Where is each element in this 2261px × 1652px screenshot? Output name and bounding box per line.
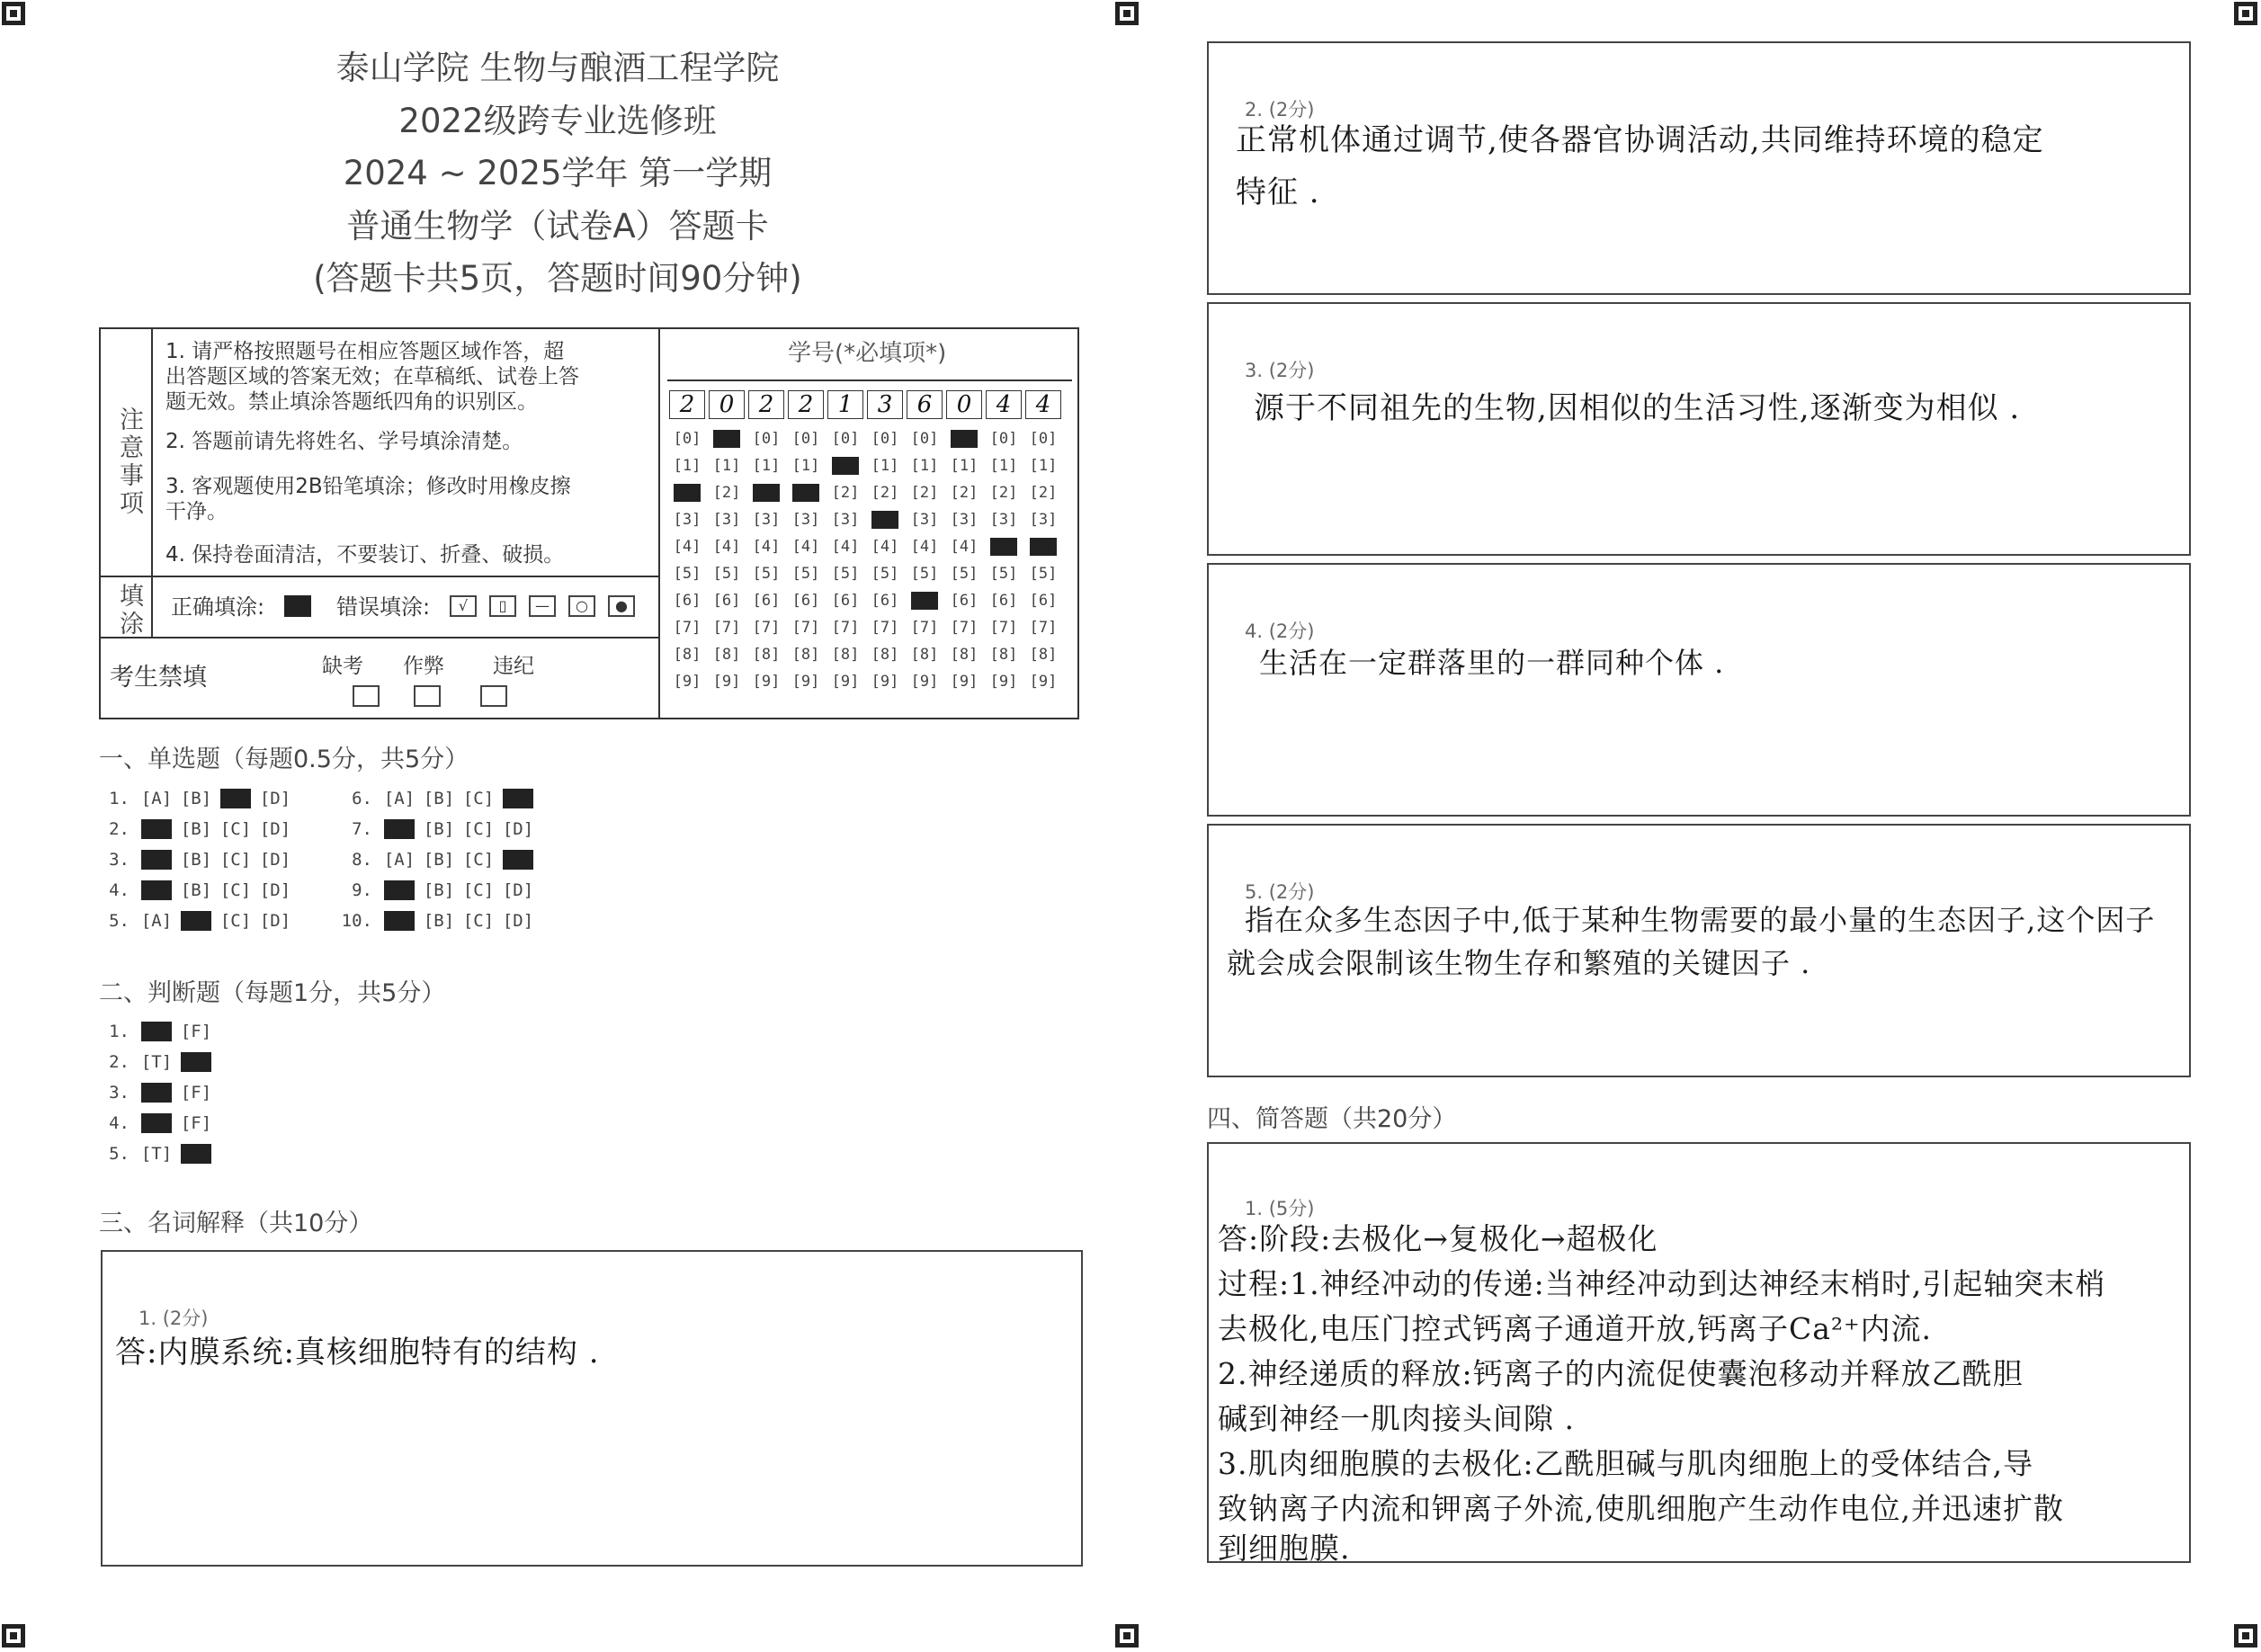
- student-id-bubble[interactable]: [8]: [673, 646, 702, 664]
- question-number: 5.: [109, 1144, 130, 1164]
- student-id-bubble[interactable]: [6]: [673, 592, 702, 610]
- question-number: 3.: [109, 1083, 130, 1103]
- student-id-bubble[interactable]: [8]: [831, 646, 860, 664]
- answer-bubble[interactable]: [T]: [140, 1144, 173, 1164]
- student-id-bubble[interactable]: [0]: [871, 430, 899, 448]
- student-id-bubble[interactable]: [7]: [752, 619, 781, 637]
- student-id-title: 学号(*必填项*): [788, 340, 947, 367]
- answer-bubble[interactable]: [A]: [140, 819, 173, 839]
- student-id-bubble[interactable]: [4]: [950, 538, 979, 556]
- section4-q1-answer-line7: 致钠离子内流和钾离子外流,使肌细胞产生动作电位,并迅速扩散: [1218, 1491, 2064, 1526]
- student-id-bubble[interactable]: [1]: [1029, 457, 1058, 475]
- section4-q1-answer-line1: 答:阶段:去极化→复极化→超极化: [1218, 1221, 1658, 1256]
- answer-bubble[interactable]: [B]: [180, 911, 212, 931]
- answer-bubble[interactable]: [F]: [180, 1144, 212, 1164]
- header-exam-title: 普通生物学（试卷A）答题卡: [346, 207, 769, 246]
- question-number: 9.: [352, 880, 372, 900]
- answer-bubble[interactable]: [T]: [140, 1083, 173, 1103]
- section2-question-row: [94, 1083, 216, 1103]
- student-id-bubble[interactable]: [5]: [831, 565, 860, 583]
- answer-bubble[interactable]: [F]: [180, 1113, 212, 1133]
- student-id-bubble[interactable]: [2]: [910, 484, 939, 502]
- student-id-digit-3: 2: [748, 390, 784, 419]
- student-id-bubble[interactable]: [1]: [673, 457, 702, 475]
- student-id-bubble[interactable]: [4]: [673, 538, 702, 556]
- student-id-digit-9: 4: [986, 390, 1022, 419]
- registration-mark-bottom-right: [2234, 1624, 2257, 1648]
- answer-bubble[interactable]: [C]: [219, 819, 252, 839]
- header-school: 泰山学院 生物与酿酒工程学院: [335, 49, 780, 87]
- student-id-bubble[interactable]: [5]: [989, 565, 1018, 583]
- section3-q2-answer-line2: 特征 .: [1236, 174, 1320, 210]
- student-id-bubble[interactable]: [4]: [871, 538, 899, 556]
- question-number: 2.: [109, 1052, 130, 1072]
- student-id-bubble[interactable]: [1]: [712, 457, 741, 475]
- question-number: 10.: [341, 911, 372, 931]
- answer-bubble[interactable]: [D]: [259, 911, 291, 931]
- answer-bubble[interactable]: [C]: [219, 880, 252, 900]
- student-id-bubble[interactable]: [0]: [752, 430, 781, 448]
- student-id-bubble[interactable]: [7]: [871, 619, 899, 637]
- section1-question-row: [94, 911, 295, 931]
- answer-bubble[interactable]: [A]: [140, 880, 173, 900]
- student-id-bubble[interactable]: [7]: [673, 619, 702, 637]
- student-id-bubble[interactable]: [5]: [871, 565, 899, 583]
- student-id-bubble[interactable]: [9]: [950, 673, 979, 691]
- student-id-bubble[interactable]: [9]: [673, 673, 702, 691]
- student-id-bubble[interactable]: [9]: [752, 673, 781, 691]
- question-number: 2.: [109, 819, 130, 839]
- section2-question-row: [94, 1022, 216, 1041]
- section4-q1-box[interactable]: [1207, 1142, 2191, 1566]
- section1-question-row: [336, 789, 538, 808]
- section3-q1-label: 1. (2分): [139, 1308, 209, 1329]
- student-id-bubble[interactable]: [0]: [712, 430, 741, 448]
- section2-question-row: [94, 1144, 216, 1164]
- question-number: 4.: [109, 880, 130, 900]
- student-id-bubble[interactable]: [4]: [752, 538, 781, 556]
- student-id-bubble[interactable]: [6]: [871, 592, 899, 610]
- student-id-bubble[interactable]: [0]: [989, 430, 1018, 448]
- answer-bubble[interactable]: [D]: [502, 880, 534, 900]
- section1-question-row: [94, 819, 295, 839]
- student-id-bubble[interactable]: [9]: [791, 673, 820, 691]
- student-id-bubble[interactable]: [4]: [1029, 538, 1058, 556]
- section2-question-row: [94, 1052, 216, 1072]
- student-id-bubble[interactable]: [6]: [1029, 592, 1058, 610]
- student-id-bubble[interactable]: [9]: [910, 673, 939, 691]
- answer-bubble[interactable]: [C]: [462, 911, 495, 931]
- student-id-bubble[interactable]: [5]: [712, 565, 741, 583]
- student-id-bubble[interactable]: [5]: [910, 565, 939, 583]
- student-id-bubble[interactable]: [8]: [1029, 646, 1058, 664]
- answer-bubble[interactable]: [A]: [383, 819, 416, 839]
- section1-question-row: [336, 850, 538, 870]
- student-id-bubble[interactable]: [6]: [831, 592, 860, 610]
- section3-q4-answer: 生活在一定群落里的一群同种个体 .: [1259, 646, 1725, 680]
- section4-q1-answer-line6: 3.肌肉细胞膜的去极化:乙酰胆碱与肌肉细胞上的受体结合,导: [1218, 1446, 2034, 1481]
- student-id-bubble[interactable]: [8]: [791, 646, 820, 664]
- cheat-checkbox[interactable]: [414, 685, 441, 707]
- student-id-bubble[interactable]: [5]: [950, 565, 979, 583]
- answer-bubble[interactable]: [T]: [140, 1052, 173, 1072]
- student-id-bubble[interactable]: [9]: [831, 673, 860, 691]
- section3-q5-label: 5. (2分): [1245, 881, 1315, 903]
- header-exam-info: (答题卡共5页，答题时间90分钟): [313, 259, 802, 298]
- student-id-bubble[interactable]: [5]: [791, 565, 820, 583]
- student-id-bubble[interactable]: [9]: [871, 673, 899, 691]
- section1-question-row: [336, 911, 538, 931]
- student-id-bubble[interactable]: [3]: [910, 511, 939, 529]
- student-id-bubble[interactable]: [2]: [871, 484, 899, 502]
- section1-question-row: [94, 880, 295, 900]
- student-id-digit-7: 6: [907, 390, 943, 419]
- student-id-bubble[interactable]: [2]: [712, 484, 741, 502]
- notice-rule-1c: 题无效。禁止填涂答题纸四角的识别区。: [165, 390, 538, 414]
- section2-question-row: [94, 1113, 216, 1133]
- student-id-bubble[interactable]: [2]: [1029, 484, 1058, 502]
- section4-q1-answer-line4: 2.神经递质的释放:钙离子的内流促使囊泡移动并释放乙酰胆: [1218, 1356, 2024, 1391]
- notice-box: [99, 327, 1079, 719]
- answer-bubble[interactable]: [C]: [462, 880, 495, 900]
- student-id-bubble[interactable]: [3]: [950, 511, 979, 529]
- wrong-fill-dash: —: [529, 595, 556, 617]
- answer-bubble[interactable]: [B]: [180, 789, 212, 808]
- student-id-bubble[interactable]: [3]: [1029, 511, 1058, 529]
- violation-label: 违纪: [493, 655, 534, 678]
- student-id-bubble[interactable]: [1]: [791, 457, 820, 475]
- student-id-bubble[interactable]: [5]: [673, 565, 702, 583]
- answer-bubble[interactable]: [A]: [140, 850, 173, 870]
- student-id-bubble[interactable]: [6]: [752, 592, 781, 610]
- answer-bubble[interactable]: [C]: [462, 819, 495, 839]
- answer-bubble[interactable]: [B]: [423, 850, 455, 870]
- student-id-bubble[interactable]: [8]: [712, 646, 741, 664]
- section1-question-row: [94, 850, 295, 870]
- student-id-bubble[interactable]: [2]: [752, 484, 781, 502]
- notice-rule-3a: 3. 客观题使用2B铅笔填涂；修改时用橡皮擦: [165, 475, 571, 498]
- violation-checkbox[interactable]: [480, 685, 507, 707]
- answer-bubble[interactable]: [F]: [180, 1052, 212, 1072]
- student-id-bubble[interactable]: [6]: [950, 592, 979, 610]
- correct-fill-label: 正确填涂:: [171, 594, 265, 620]
- answer-bubble[interactable]: [C]: [219, 789, 252, 808]
- student-id-bubble[interactable]: [5]: [752, 565, 781, 583]
- section3-q3-answer: 源于不同祖先的生物,因相似的生活习性,逐渐变为相似 .: [1254, 390, 2021, 426]
- answer-bubble[interactable]: [B]: [180, 819, 212, 839]
- student-id-bubble[interactable]: [1]: [910, 457, 939, 475]
- answer-bubble[interactable]: [B]: [180, 850, 212, 870]
- student-id-bubble[interactable]: [3]: [752, 511, 781, 529]
- question-number: 8.: [352, 850, 372, 870]
- student-id-bubble[interactable]: [3]: [791, 511, 820, 529]
- student-id-bubble[interactable]: [7]: [989, 619, 1018, 637]
- student-id-bubble[interactable]: [1]: [950, 457, 979, 475]
- answer-bubble[interactable]: [B]: [423, 789, 455, 808]
- section3-q3-label: 3. (2分): [1245, 360, 1315, 381]
- section3-q2-label: 2. (2分): [1245, 99, 1315, 121]
- correct-fill-sample: [284, 595, 311, 617]
- answer-bubble[interactable]: [A]: [140, 911, 173, 931]
- forbidden-label: 考生禁填: [110, 664, 207, 692]
- student-id-bubble[interactable]: [3]: [871, 511, 899, 529]
- student-id-bubble[interactable]: [0]: [950, 430, 979, 448]
- section1-title: 一、单选题（每题0.5分，共5分）: [99, 746, 469, 773]
- answer-bubble[interactable]: [D]: [502, 850, 534, 870]
- wrong-fill-circle: ○: [568, 595, 595, 617]
- question-number: 1.: [109, 1022, 130, 1041]
- student-id-bubble[interactable]: [3]: [989, 511, 1018, 529]
- answer-bubble[interactable]: [D]: [259, 789, 291, 808]
- student-id-digit-2: 0: [709, 390, 745, 419]
- student-id-bubble[interactable]: [9]: [989, 673, 1018, 691]
- section4-q1-answer-line5: 碱到神经一肌肉接头间隙 .: [1218, 1401, 1575, 1436]
- question-number: 6.: [352, 789, 372, 808]
- student-id-bubble[interactable]: [4]: [712, 538, 741, 556]
- student-id-bubble[interactable]: [2]: [673, 484, 702, 502]
- wrong-fill-partial: ▯: [489, 595, 516, 617]
- student-id-bubble[interactable]: [3]: [712, 511, 741, 529]
- student-id-bubble[interactable]: [0]: [831, 430, 860, 448]
- student-id-bubble[interactable]: [1]: [831, 457, 860, 475]
- section1-question-row: [94, 789, 295, 808]
- student-id-bubble[interactable]: [8]: [910, 646, 939, 664]
- answer-bubble[interactable]: [D]: [502, 789, 534, 808]
- wrong-fill-check: √: [450, 595, 477, 617]
- answer-bubble[interactable]: [C]: [462, 850, 495, 870]
- answer-bubble[interactable]: [F]: [180, 1022, 212, 1041]
- fill-label: 填涂: [115, 583, 143, 638]
- student-id-bubble[interactable]: [9]: [712, 673, 741, 691]
- student-id-bubble[interactable]: [7]: [712, 619, 741, 637]
- section4-q1-label: 1. (5分): [1245, 1198, 1315, 1219]
- student-id-bubble[interactable]: [2]: [989, 484, 1018, 502]
- student-id-bubble[interactable]: [4]: [989, 538, 1018, 556]
- registration-mark-bottom-left: [2, 1624, 25, 1648]
- student-id-bubble[interactable]: [7]: [831, 619, 860, 637]
- student-id-bubble[interactable]: [4]: [831, 538, 860, 556]
- student-id-bubble[interactable]: [6]: [910, 592, 939, 610]
- student-id-bubble[interactable]: [0]: [910, 430, 939, 448]
- answer-bubble[interactable]: [A]: [383, 880, 416, 900]
- answer-bubble[interactable]: [D]: [259, 880, 291, 900]
- registration-mark-bottom-center: [1115, 1624, 1139, 1648]
- wrong-fill-dot: ●: [608, 595, 635, 617]
- question-number: 1.: [109, 789, 130, 808]
- notice-rule-1a: 1. 请严格按照题号在相应答题区域作答，超: [165, 340, 565, 363]
- student-id-bubble[interactable]: [2]: [791, 484, 820, 502]
- student-id-bubble[interactable]: [7]: [910, 619, 939, 637]
- answer-bubble[interactable]: [A]: [383, 911, 416, 931]
- section3-q5-answer-line1: 指在众多生态因子中,低于某种生物需要的最小量的生态因子,这个因子: [1245, 903, 2156, 937]
- student-id-bubble[interactable]: [2]: [950, 484, 979, 502]
- answer-bubble[interactable]: [D]: [259, 819, 291, 839]
- answer-bubble[interactable]: [B]: [423, 911, 455, 931]
- answer-bubble[interactable]: [A]: [383, 789, 416, 808]
- answer-bubble[interactable]: [A]: [140, 789, 173, 808]
- student-id-bubble[interactable]: [3]: [673, 511, 702, 529]
- student-id-bubble[interactable]: [0]: [1029, 430, 1058, 448]
- absent-checkbox[interactable]: [353, 685, 380, 707]
- question-number: 5.: [109, 911, 130, 931]
- student-id-digit-8: 0: [946, 390, 982, 419]
- student-id-digit-10: 4: [1025, 390, 1061, 419]
- student-id-digit-5: 1: [827, 390, 863, 419]
- section4-q1-answer-line2: 过程:1.神经冲动的传递:当神经冲动到达神经末梢时,引起轴突末梢: [1218, 1266, 2106, 1301]
- absent-label: 缺考: [322, 655, 363, 678]
- student-id-bubble[interactable]: [0]: [673, 430, 702, 448]
- student-id-bubble[interactable]: [7]: [1029, 619, 1058, 637]
- section3-q5-box[interactable]: [1207, 824, 2191, 1077]
- section3-q2-answer-line1: 正常机体通过调节,使各器官协调活动,共同维持环境的稳定: [1236, 122, 2044, 158]
- section3-title: 三、名词解释（共10分）: [99, 1210, 373, 1237]
- notice-label: 注意事项: [115, 406, 143, 518]
- registration-mark-top-left: [2, 2, 25, 25]
- student-id-bubble[interactable]: [3]: [831, 511, 860, 529]
- student-id-bubble[interactable]: [5]: [1029, 565, 1058, 583]
- answer-bubble[interactable]: [A]: [383, 850, 416, 870]
- answer-bubble[interactable]: [B]: [180, 880, 212, 900]
- notice-rule-4: 4. 保持卷面清洁，不要装订、折叠、破损。: [165, 543, 565, 567]
- student-id-bubble[interactable]: [1]: [871, 457, 899, 475]
- registration-mark-top-right: [2234, 2, 2257, 25]
- student-id-bubble[interactable]: [6]: [791, 592, 820, 610]
- question-number: 3.: [109, 850, 130, 870]
- student-id-bubble[interactable]: [8]: [989, 646, 1018, 664]
- answer-bubble[interactable]: [D]: [259, 850, 291, 870]
- section1-question-row: [336, 880, 538, 900]
- section3-q4-box[interactable]: [1207, 563, 2191, 817]
- cheat-label: 作弊: [403, 655, 444, 678]
- section3-q3-box[interactable]: [1207, 302, 2191, 556]
- notice-rule-1b: 出答题区域的答案无效；在草稿纸、试卷上答: [165, 365, 579, 388]
- section4-q1-answer-line3: 去极化,电压门控式钙离子通道开放,钙离子Ca²⁺内流.: [1218, 1311, 1933, 1346]
- answer-bubble[interactable]: [C]: [219, 911, 252, 931]
- answer-bubble[interactable]: [B]: [423, 880, 455, 900]
- answer-bubble[interactable]: [C]: [462, 789, 495, 808]
- student-id-bubble[interactable]: [6]: [712, 592, 741, 610]
- notice-rule-2: 2. 答题前请先将姓名、学号填涂清楚。: [165, 430, 523, 453]
- section1-question-row: [336, 819, 538, 839]
- student-id-digit-1: 2: [669, 390, 705, 419]
- student-id-bubble[interactable]: [4]: [791, 538, 820, 556]
- registration-mark-top-center: [1115, 2, 1139, 25]
- section3-q1-answer: 答:内膜系统:真核细胞特有的结构 .: [115, 1335, 600, 1371]
- answer-bubble[interactable]: [F]: [180, 1083, 212, 1103]
- answer-bubble[interactable]: [C]: [219, 850, 252, 870]
- section3-q5-answer-line2: 就会成会限制该生物生存和繁殖的关键因子 .: [1227, 946, 1811, 980]
- answer-bubble[interactable]: [D]: [502, 819, 534, 839]
- answer-bubble[interactable]: [T]: [140, 1113, 173, 1133]
- student-id-bubble[interactable]: [1]: [752, 457, 781, 475]
- answer-bubble[interactable]: [D]: [502, 911, 534, 931]
- section4-q1-answer-line8: 到细胞膜.: [1218, 1531, 1351, 1566]
- student-id-bubble[interactable]: [7]: [791, 619, 820, 637]
- section2-title: 二、判断题（每题1分，共5分）: [99, 979, 446, 1007]
- student-id-bubble[interactable]: [8]: [752, 646, 781, 664]
- section3-q2-box[interactable]: [1207, 41, 2191, 295]
- student-id-bubble[interactable]: [7]: [950, 619, 979, 637]
- student-id-digit-4: 2: [788, 390, 824, 419]
- header-term: 2024 ~ 2025学年 第一学期: [343, 154, 773, 192]
- student-id-bubble[interactable]: [9]: [1029, 673, 1058, 691]
- student-id-bubble[interactable]: [4]: [910, 538, 939, 556]
- answer-bubble[interactable]: [T]: [140, 1022, 173, 1041]
- student-id-bubble[interactable]: [2]: [831, 484, 860, 502]
- student-id-bubble[interactable]: [6]: [989, 592, 1018, 610]
- student-id-bubble[interactable]: [8]: [871, 646, 899, 664]
- notice-rule-3b: 干净。: [165, 500, 228, 523]
- section3-q1-box[interactable]: [101, 1250, 1083, 1567]
- section4-title: 四、简答题（共20分）: [1207, 1105, 1457, 1133]
- header-class: 2022级跨专业选修班: [398, 102, 717, 140]
- question-number: 4.: [109, 1113, 130, 1133]
- section3-q4-label: 4. (2分): [1245, 621, 1315, 642]
- student-id-bubble[interactable]: [1]: [989, 457, 1018, 475]
- student-id-digit-6: 3: [867, 390, 903, 419]
- question-number: 7.: [352, 819, 372, 839]
- student-id-bubble[interactable]: [8]: [950, 646, 979, 664]
- answer-bubble[interactable]: [B]: [423, 819, 455, 839]
- student-id-bubble[interactable]: [0]: [791, 430, 820, 448]
- wrong-fill-label: 错误填涂:: [336, 594, 431, 620]
